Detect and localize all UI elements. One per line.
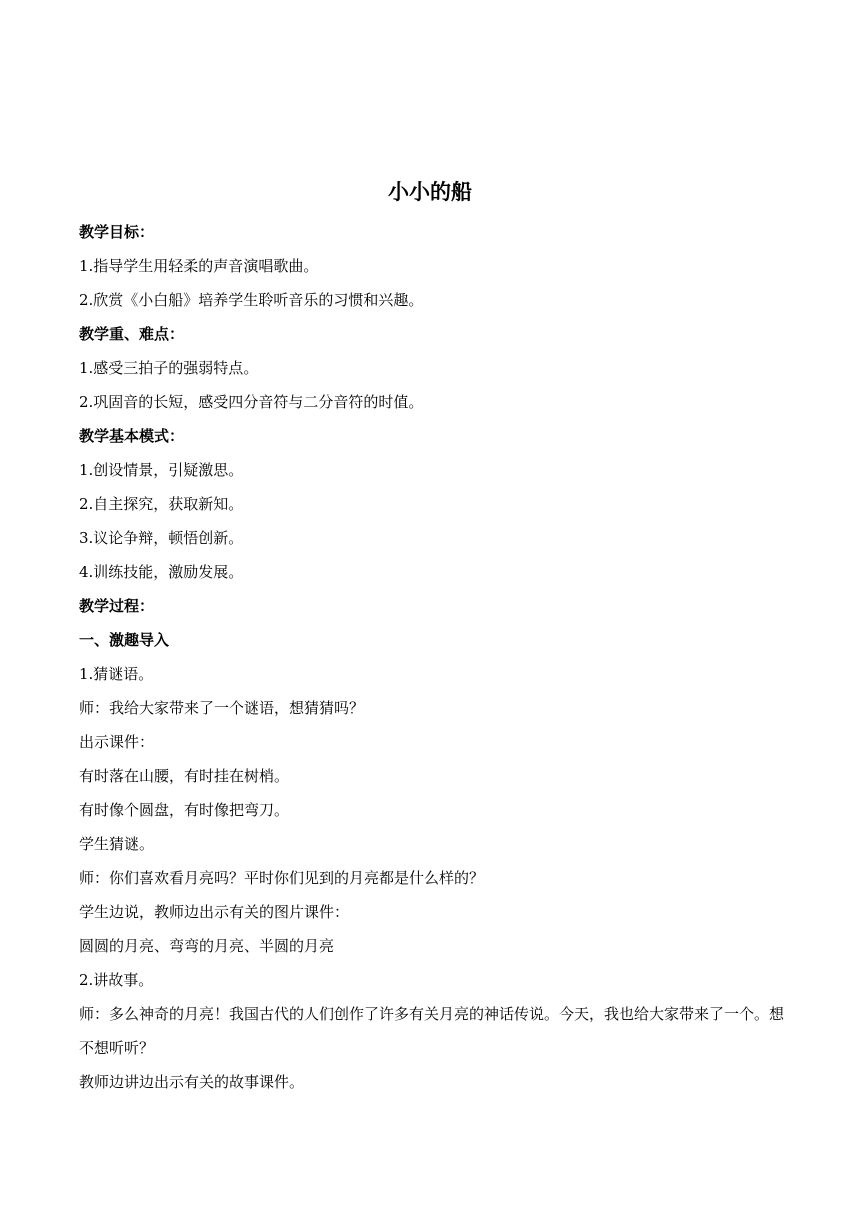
text-line: 4.训练技能，激励发展。 [79, 563, 244, 581]
text-line: 有时落在山腰，有时挂在树梢。 [79, 767, 290, 785]
text-line: 1.猜谜语。 [79, 665, 154, 683]
text-line: 师：我给大家带来了一个谜语，想猜猜吗？ [79, 699, 365, 717]
text-line: 2.巩固音的长短，感受四分音符与二分音符的时值。 [79, 393, 424, 411]
text-line: 教师边讲边出示有关的故事课件。 [79, 1073, 305, 1091]
heading-teaching-mode: 教学基本模式： [79, 427, 185, 445]
text-line: 2.欣赏《小白船》培养学生聆听音乐的习惯和兴趣。 [79, 291, 424, 309]
page-title: 小小的船 [388, 180, 472, 204]
heading-teaching-goals: 教学目标： [79, 223, 155, 241]
text-line: 有时像个圆盘，有时像把弯刀。 [79, 801, 290, 819]
text-line: 3.议论争辩，顿悟创新。 [79, 529, 244, 547]
text-line: 1.指导学生用轻柔的声音演唱歌曲。 [79, 257, 319, 275]
text-line: 学生边说，教师边出示有关的图片课件： [79, 903, 350, 921]
text-line: 师：你们喜欢看月亮吗？平时你们见到的月亮都是什么样的？ [79, 869, 485, 887]
text-line: 圆圆的月亮、弯弯的月亮、半圆的月亮 [79, 937, 335, 955]
text-paragraph: 师：多么神奇的月亮！我国古代的人们创作了许多有关月亮的神话传说。今天，我也给大家带来了一个。想不想听听？ [79, 1005, 785, 1057]
text-line: 1.感受三拍子的强弱特点。 [79, 359, 259, 377]
text-line: 出示课件： [79, 733, 155, 751]
document-body [79, 215, 784, 1099]
heading-key-points: 教学重、难点： [79, 325, 185, 343]
text-line: 2.讲故事。 [79, 971, 154, 989]
text-line: 学生猜谜。 [79, 835, 155, 853]
text-line: 2.自主探究，获取新知。 [79, 495, 244, 513]
heading-section-one: 一、激趣导入 [79, 631, 170, 649]
heading-teaching-process: 教学过程： [79, 597, 155, 615]
text-line: 1.创设情景，引疑激思。 [79, 461, 244, 479]
